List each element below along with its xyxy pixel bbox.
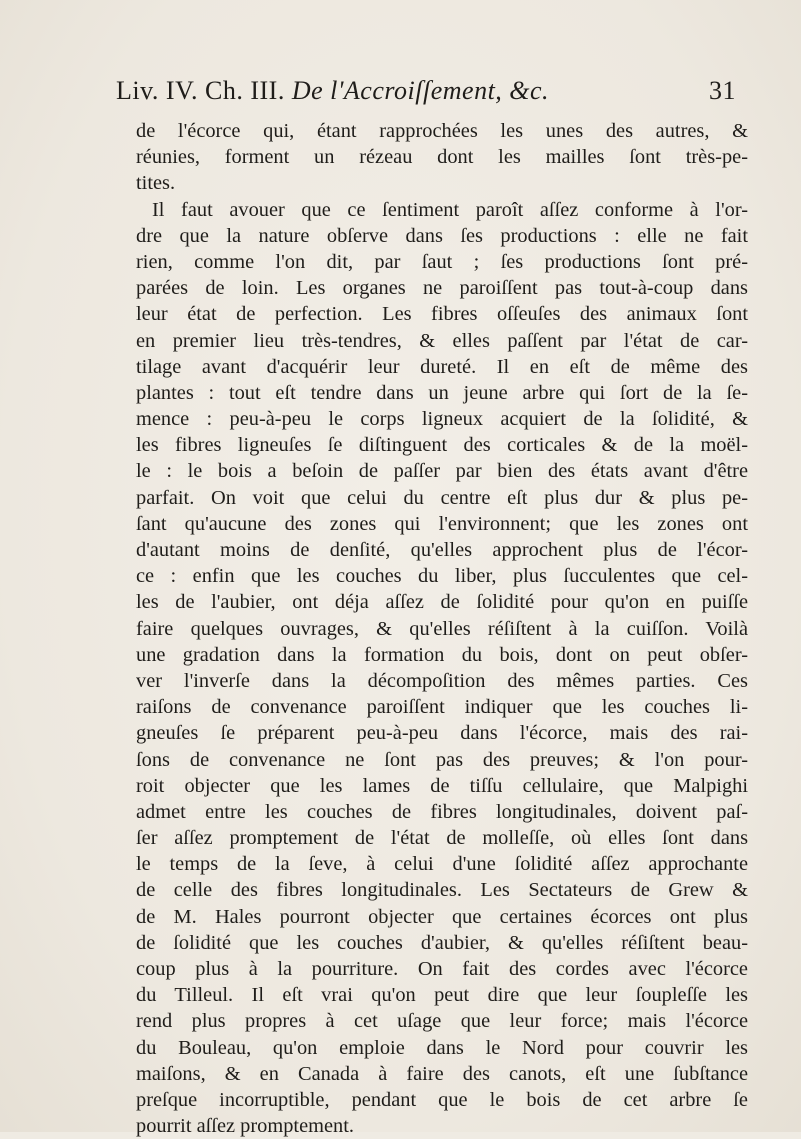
text-line: tites. <box>136 172 176 195</box>
running-title-italic: De l'Accroiſſement, &c. <box>291 76 550 105</box>
text-line: réunies, forment un rézeau dont les mailles ſont très-pe- <box>136 146 748 169</box>
running-header <box>116 76 736 114</box>
text-line: le temps de la ſeve, à celui d'une ſolidité aſſez approchante <box>136 853 748 876</box>
text-line: de ſolidité que les couches d'aubier, & qu'elles réſiſtent beau- <box>136 931 748 954</box>
text-line: preſque incorruptible, pendant que le bois de cet arbre ſe <box>136 1088 748 1111</box>
text-line: les fibres ligneuſes ſe diſtinguent des corticales & de la moël- <box>136 434 748 457</box>
text-line: roit objecter que les lames de tiſſu cellulaire, que Malpighi <box>136 774 748 797</box>
text-line: ce : enfin que les couches du liber, plus ſucculentes que cel- <box>136 565 748 588</box>
text-line: ſer aſſez promptement de l'état de molleſſe, où elles ſont dans <box>136 827 748 850</box>
text-line: d'autant moins de denſité, qu'elles approchent plus de l'écor- <box>136 539 748 561</box>
text-line: de M. Hales pourront objecter que certaines écorces ont plus <box>136 905 748 928</box>
text-line: Il faut avouer que ce ſentiment paroît aſſez conforme à l'or- <box>152 198 748 221</box>
text-line: de l'écorce qui, étant rapprochées les unes des autres, & <box>136 120 748 142</box>
text-line: de celle des fibres longitudinales. Les Sectateurs de Grew & <box>136 879 748 902</box>
text-line: maiſons, & en Canada à faire des canots, eſt une ſubſtance <box>136 1062 748 1085</box>
text-line: mence : peu-à-peu le corps ligneux acquiert de la ſolidité, & <box>136 408 748 431</box>
text-line: en premier lieu très-tendres, & elles paſſent par l'état de car- <box>136 329 748 352</box>
text-line: ver l'inverſe dans la décompoſition des mêmes parties. Ces <box>136 669 748 692</box>
text-line: parfait. On voit que celui du centre eſt plus dur & plus pe- <box>136 486 748 509</box>
text-line: dre que la nature obſerve dans ſes productions : elle ne fait <box>136 224 748 247</box>
text-line: faire quelques ouvrages, & qu'elles réſiſtent à la cuiſſon. Voilà <box>136 617 748 640</box>
text-line: du Tilleul. Il eſt vrai qu'on peut dire que leur ſoupleſſe les <box>136 984 748 1007</box>
text-line: pourrit aſſez promptement. <box>136 1115 354 1138</box>
running-title-plain: Liv. IV. Ch. III. <box>116 76 285 105</box>
text-line: raiſons de convenance paroiſſent indiquer que les couches li- <box>136 696 748 719</box>
text-line: rien, comme l'on dit, par ſaut ; ſes productions ſont pré- <box>136 250 748 273</box>
running-title <box>116 76 549 106</box>
text-line: tilage avant d'acquérir leur dureté. Il en eſt de même des <box>136 355 748 378</box>
text-line: gneuſes ſe préparent peu-à-peu dans l'écorce, mais des rai- <box>136 722 748 745</box>
body-text <box>136 118 748 1139</box>
text-line: ſant qu'aucune des zones qui l'environnent; que les zones ont <box>136 512 748 535</box>
text-line: coup plus à la pourriture. On fait des cordes avec l'écorce <box>136 958 748 980</box>
text-line: du Bouleau, qu'on emploie dans le Nord pour couvrir les <box>136 1036 748 1059</box>
text-line: leur état de perfection. Les fibres oſſeuſes des animaux ſont <box>136 303 748 326</box>
page-number: 31 <box>709 76 736 105</box>
text-line: admet entre les couches de fibres longitudinales, doivent paſ- <box>136 800 748 823</box>
text-line: rend plus propres à cet uſage que leur force; mais l'écorce <box>136 1010 748 1033</box>
text-line: une gradation dans la formation du bois, dont on peut obſer- <box>136 643 748 666</box>
text-line: parées de loin. Les organes ne paroiſſent pas tout-à-coup dans <box>136 277 748 300</box>
text-line: ſons de convenance ne ſont pas des preuves; & l'on pour- <box>136 748 748 771</box>
text-line: le : le bois a beſoin de paſſer par bien des états avant d'être <box>136 460 748 483</box>
text-line: les de l'aubier, ont déja aſſez de ſolidité pour qu'on en puiſſe <box>136 591 748 614</box>
text-line: plantes : tout eſt tendre dans un jeune arbre qui ſort de la ſe- <box>136 381 748 404</box>
